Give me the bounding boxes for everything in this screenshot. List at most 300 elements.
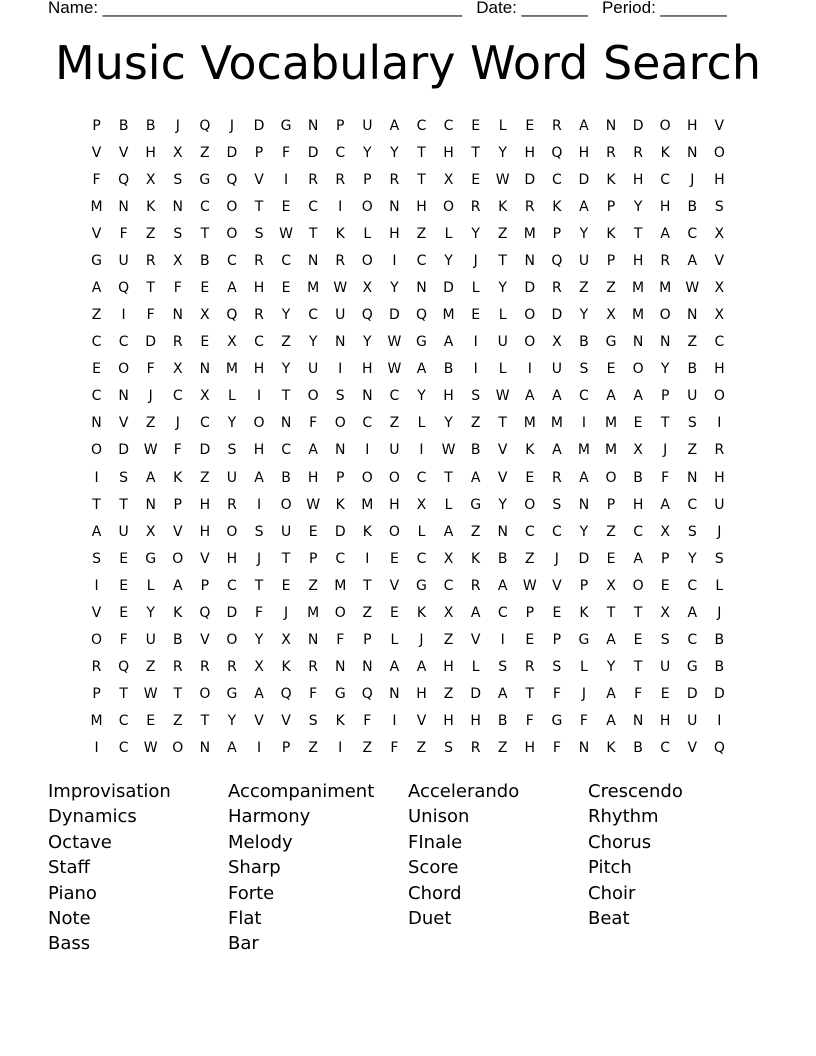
grid-letter: I <box>121 307 126 324</box>
grid-letter: T <box>363 577 372 594</box>
grid-letter: A <box>389 117 400 134</box>
grid-letter: L <box>580 659 588 676</box>
grid-letter: A <box>308 442 318 459</box>
grid-letter: T <box>471 144 480 161</box>
grid-letter: C <box>579 388 589 405</box>
grid-letter: I <box>94 469 99 486</box>
grid-letter: A <box>552 388 562 405</box>
grid-letter: K <box>606 171 616 188</box>
grid-letter: Z <box>606 280 616 296</box>
grid-letter: Y <box>363 144 372 161</box>
grid-letter: Q <box>280 686 292 703</box>
grid-letter: G <box>605 334 617 351</box>
grid-letter: C <box>416 550 427 567</box>
grid-row <box>83 274 733 301</box>
grid-letter: F <box>146 361 155 378</box>
grid-letter: A <box>470 604 481 621</box>
grid-letter: N <box>687 307 698 324</box>
grid-letter: S <box>687 523 697 540</box>
grid-letter: J <box>148 388 153 405</box>
grid-letter: A <box>579 469 589 486</box>
grid-letter: Y <box>606 659 616 676</box>
grid-letter: X <box>200 307 210 324</box>
grid-letter: V <box>118 144 129 161</box>
grid-letter: N <box>605 117 617 134</box>
grid-letter: C <box>172 388 183 405</box>
grid-letter: H <box>253 280 265 296</box>
grid-letter: C <box>335 550 346 567</box>
grid-letter: A <box>525 388 535 405</box>
grid-letter: I <box>419 442 424 459</box>
grid-letter: E <box>281 198 291 215</box>
grid-letter: Q <box>226 307 238 324</box>
grid-letter: P <box>552 225 562 242</box>
grid-letter: Z <box>443 686 454 703</box>
word-bank-item: Rhythm <box>588 806 659 828</box>
grid-letter: E <box>389 604 399 621</box>
grid-letter: Y <box>390 144 399 161</box>
grid-letter: O <box>361 198 373 215</box>
grid-letter: C <box>660 171 671 188</box>
grid-letter: C <box>335 144 346 161</box>
grid-letter: C <box>551 171 562 188</box>
grid-letter: I <box>365 550 370 567</box>
grid-letter: N <box>362 388 373 405</box>
grid-letter: Q <box>226 171 238 188</box>
grid-letter: F <box>146 307 155 324</box>
grid-letter: Z <box>416 225 427 242</box>
word-bank-item: Duet <box>408 908 452 930</box>
grid-letter: I <box>473 334 478 351</box>
grid-letter: F <box>119 225 128 242</box>
grid-letter: X <box>714 280 725 296</box>
word-bank-item: Beat <box>588 908 630 930</box>
grid-letter: Z <box>497 225 508 242</box>
grid-letter: T <box>200 713 210 730</box>
grid-letter: K <box>498 198 508 215</box>
grid-letter: U <box>497 334 508 351</box>
word-bank-item: Staff <box>48 857 90 879</box>
grid-letter: X <box>145 171 156 188</box>
grid-letter: G <box>145 550 157 567</box>
grid-letter: E <box>525 632 535 649</box>
grid-letter: L <box>471 659 480 676</box>
grid-letter: F <box>634 686 643 703</box>
grid-letter: R <box>254 307 264 324</box>
grid-letter: D <box>307 144 319 161</box>
grid-letter: V <box>254 713 264 730</box>
grid-letter: H <box>199 523 211 540</box>
grid-letter: B <box>687 361 698 378</box>
grid-letter: O <box>91 442 103 459</box>
grid-row <box>83 708 733 735</box>
grid-row <box>83 329 733 356</box>
grid-letter: H <box>714 469 725 486</box>
grid-letter: A <box>660 225 670 242</box>
grid-letter: G <box>416 577 427 594</box>
grid-letter: J <box>419 632 424 649</box>
grid-row <box>83 491 733 518</box>
grid-letter: T <box>633 225 643 242</box>
word-bank-column <box>408 779 588 957</box>
grid-letter: X <box>714 307 725 324</box>
grid-letter: E <box>281 280 291 296</box>
grid-letter: V <box>172 523 183 540</box>
grid-letter: V <box>91 144 102 161</box>
grid-letter: D <box>334 523 346 540</box>
grid-letter: L <box>498 307 507 324</box>
grid-letter: D <box>686 686 698 703</box>
grid-letter: E <box>389 550 399 567</box>
grid-letter: N <box>389 198 400 215</box>
grid-letter: R <box>254 252 264 269</box>
grid-letter: E <box>660 577 670 594</box>
grid-letter: T <box>119 686 128 703</box>
grid-letter: D <box>578 550 590 567</box>
grid-letter: G <box>280 117 292 134</box>
grid-letter: B <box>497 550 508 567</box>
grid-letter: A <box>443 334 454 351</box>
grid-letter: C <box>497 604 508 621</box>
grid-letter: L <box>390 632 399 649</box>
grid-letter: V <box>281 713 291 730</box>
grid-letter: D <box>632 117 644 134</box>
grid-letter: B <box>687 198 698 215</box>
grid-letter: J <box>581 686 587 703</box>
word-bank-item: Melody <box>228 831 293 853</box>
grid-letter: B <box>200 252 210 269</box>
grid-letter: U <box>578 252 590 269</box>
grid-letter: T <box>633 659 643 676</box>
grid-letter: T <box>633 604 643 621</box>
grid-letter: R <box>308 171 319 188</box>
word-bank-item: Score <box>408 857 459 879</box>
grid-letter: S <box>92 550 101 567</box>
grid-letter: Y <box>579 307 589 324</box>
word-bank-item: Dynamics <box>48 806 137 828</box>
grid-row <box>83 654 733 681</box>
grid-letter: T <box>119 496 128 513</box>
grid-letter: Z <box>579 280 589 296</box>
grid-letter: C <box>687 632 698 649</box>
grid-letter: A <box>389 659 400 676</box>
grid-letter: I <box>256 496 262 513</box>
grid-letter: L <box>715 577 724 594</box>
grid-row <box>83 302 733 329</box>
word-bank-item: Harmony <box>228 806 311 828</box>
grid-letter: P <box>200 577 210 594</box>
grid-letter: F <box>579 713 588 730</box>
grid-letter: O <box>280 496 292 513</box>
grid-row <box>83 193 733 220</box>
grid-letter: K <box>416 604 427 621</box>
grid-letter: L <box>228 388 236 405</box>
grid-letter: N <box>199 740 211 757</box>
grid-letter: H <box>416 686 427 703</box>
grid-letter: N <box>118 198 129 215</box>
grid-letter: T <box>281 388 291 405</box>
grid-letter: Y <box>471 225 480 242</box>
grid-letter: J <box>175 117 180 134</box>
grid-letter: T <box>498 252 507 269</box>
grid-letter: O <box>713 144 725 161</box>
grid-letter: J <box>256 550 262 567</box>
grid-letter: A <box>633 388 643 405</box>
grid-letter: A <box>552 442 562 459</box>
word-bank-column <box>228 779 408 957</box>
grid-letter: T <box>254 198 264 215</box>
grid-letter: N <box>118 388 129 405</box>
grid-letter: D <box>253 117 265 134</box>
grid-letter: P <box>660 550 670 567</box>
grid-letter: S <box>119 469 129 486</box>
grid-letter: W <box>333 280 348 296</box>
grid-letter: M <box>442 307 455 324</box>
grid-letter: R <box>524 659 535 676</box>
grid-letter: M <box>550 415 563 432</box>
grid-letter: V <box>552 577 562 594</box>
grid-letter: V <box>200 632 210 649</box>
grid-letter: C <box>227 252 237 269</box>
grid-row <box>83 112 733 139</box>
grid-letter: F <box>254 604 264 621</box>
grid-letter: U <box>551 361 562 378</box>
grid-letter: R <box>524 198 535 215</box>
grid-letter: E <box>633 632 643 649</box>
grid-letter: O <box>388 469 400 486</box>
grid-letter: X <box>227 334 237 351</box>
grid-letter: P <box>579 577 589 594</box>
grid-letter: K <box>362 523 372 540</box>
grid-letter: I <box>365 442 370 459</box>
grid-letter: O <box>307 388 319 405</box>
grid-letter: B <box>145 117 156 134</box>
grid-letter: O <box>334 604 346 621</box>
grid-letter: R <box>633 144 643 161</box>
grid-letter: R <box>470 198 481 215</box>
grid-letter: I <box>717 415 722 432</box>
grid-letter: P <box>606 198 616 215</box>
grid-letter: R <box>470 740 481 757</box>
grid-letter: S <box>471 388 481 405</box>
grid-letter: A <box>606 713 616 730</box>
grid-letter: S <box>552 659 562 676</box>
grid-letter: C <box>416 252 427 269</box>
grid-letter: H <box>253 442 265 459</box>
grid-letter: U <box>687 713 698 730</box>
grid-letter: P <box>606 496 616 513</box>
grid-letter: H <box>199 496 211 513</box>
grid-letter: I <box>392 252 397 269</box>
grid-letter: T <box>498 415 507 432</box>
grid-letter: N <box>687 144 698 161</box>
grid-letter: D <box>713 686 725 703</box>
grid-letter: Q <box>118 171 130 188</box>
grid-letter: Q <box>415 307 427 324</box>
grid-letter: B <box>497 713 508 730</box>
grid-letter: Z <box>470 415 481 432</box>
grid-letter: E <box>308 523 318 540</box>
grid-letter: F <box>390 740 399 757</box>
grid-letter: V <box>470 632 481 649</box>
grid-letter: E <box>633 415 643 432</box>
grid-letter: K <box>606 740 616 757</box>
grid-letter: B <box>443 361 454 378</box>
word-bank-item: Bar <box>228 933 259 955</box>
grid-letter: M <box>307 280 320 296</box>
grid-letter: I <box>94 577 99 594</box>
grid-letter: C <box>199 415 210 432</box>
grid-letter: P <box>606 252 616 269</box>
grid-letter: H <box>686 117 698 134</box>
grid-letter: H <box>389 225 400 242</box>
grid-letter: A <box>606 686 616 703</box>
grid-row <box>83 220 733 247</box>
grid-letter: O <box>632 361 644 378</box>
grid-letter: J <box>690 171 695 188</box>
grid-letter: V <box>497 442 508 459</box>
grid-letter: F <box>309 415 318 432</box>
grid-letter: M <box>659 280 672 296</box>
grid-letter: V <box>416 713 427 730</box>
grid-letter: W <box>387 334 402 351</box>
grid-letter: E <box>525 117 535 134</box>
grid-letter: Y <box>579 523 589 540</box>
grid-letter: Z <box>362 604 373 621</box>
grid-letter: K <box>660 144 670 161</box>
grid-letter: V <box>687 740 698 757</box>
grid-letter: X <box>145 523 156 540</box>
grid-letter: Z <box>389 415 400 432</box>
grid-letter: N <box>307 632 319 649</box>
grid-letter: Z <box>470 523 481 540</box>
word-bank-column <box>588 779 768 957</box>
grid-letter: D <box>199 442 211 459</box>
grid-letter: Z <box>281 334 291 351</box>
grid-letter: O <box>226 632 238 649</box>
grid-letter: N <box>172 307 184 324</box>
grid-letter: D <box>389 307 400 324</box>
grid-letter: I <box>338 361 343 378</box>
grid-row <box>83 681 733 708</box>
grid-letter: D <box>145 334 157 351</box>
grid-letter: S <box>173 171 183 188</box>
grid-row <box>83 247 733 274</box>
grid-letter: M <box>604 442 618 459</box>
grid-letter: G <box>470 496 482 513</box>
word-bank-column <box>48 779 228 957</box>
grid-letter: T <box>444 469 453 486</box>
grid-letter: S <box>687 415 697 432</box>
word-bank-item: Pitch <box>588 857 632 879</box>
grid-letter: S <box>254 523 264 540</box>
grid-row <box>83 464 733 491</box>
grid-letter: C <box>118 740 129 757</box>
grid-letter: B <box>714 659 725 676</box>
grid-letter: R <box>335 171 346 188</box>
grid-letter: O <box>605 469 617 486</box>
grid-letter: M <box>225 361 238 378</box>
grid-letter: A <box>91 280 102 296</box>
grid-letter: J <box>717 604 722 621</box>
grid-letter: H <box>416 198 427 215</box>
grid-letter: N <box>578 496 590 513</box>
grid-letter: P <box>552 632 562 649</box>
grid-letter: H <box>714 171 725 188</box>
grid-letter: C <box>281 442 291 459</box>
grid-letter: P <box>336 469 345 486</box>
grid-letter: Y <box>498 280 507 296</box>
grid-letter: U <box>118 523 129 540</box>
grid-letter: Y <box>390 280 399 296</box>
grid-letter: C <box>91 388 102 405</box>
grid-letter: G <box>686 659 698 676</box>
grid-letter: E <box>119 550 129 567</box>
grid-letter: C <box>416 117 427 134</box>
grid-letter: H <box>632 496 644 513</box>
grid-letter: N <box>578 740 590 757</box>
grid-letter: C <box>633 523 643 540</box>
grid-letter: E <box>660 686 670 703</box>
grid-letter: L <box>417 523 426 540</box>
grid-letter: T <box>146 280 155 296</box>
grid-letter: Y <box>579 225 589 242</box>
grid-letter: N <box>91 415 102 432</box>
grid-letter: R <box>606 144 616 161</box>
grid-letter: U <box>335 307 346 324</box>
grid-letter: T <box>606 604 616 621</box>
grid-letter: A <box>606 388 616 405</box>
grid-letter: L <box>417 415 426 432</box>
word-bank-item: Crescendo <box>588 781 683 802</box>
grid-letter: M <box>361 496 374 513</box>
grid-letter: L <box>363 225 372 242</box>
word-bank-item: Flat <box>228 908 262 930</box>
grid-letter: E <box>92 361 101 378</box>
grid-letter: K <box>606 225 616 242</box>
grid-letter: K <box>579 604 589 621</box>
grid-letter: S <box>173 225 183 242</box>
grid-letter: Z <box>200 144 210 161</box>
grid-letter: O <box>334 415 346 432</box>
grid-letter: X <box>714 225 725 242</box>
grid-letter: M <box>334 577 347 594</box>
grid-letter: S <box>579 361 589 378</box>
grid-letter: H <box>632 252 644 269</box>
grid-letter: A <box>416 659 427 676</box>
grid-letter: P <box>281 740 291 757</box>
grid-letter: Y <box>254 632 264 649</box>
grid-letter: K <box>173 469 183 486</box>
grid-letter: F <box>552 740 561 757</box>
grid-letter: G <box>416 334 427 351</box>
grid-letter: Z <box>308 740 318 757</box>
grid-letter: G <box>334 686 346 703</box>
grid-letter: U <box>389 442 400 459</box>
grid-letter: F <box>309 686 318 703</box>
grid-letter: C <box>362 415 373 432</box>
grid-letter: A <box>227 280 237 296</box>
grid-letter: S <box>552 496 562 513</box>
grid-letter: R <box>172 334 183 351</box>
grid-letter: Y <box>498 144 507 161</box>
grid-letter: Q <box>551 144 563 161</box>
grid-letter: M <box>307 604 320 621</box>
grid-letter: F <box>173 280 182 296</box>
grid-row <box>83 599 733 626</box>
grid-letter: W <box>143 442 158 459</box>
grid-letter: Y <box>308 334 318 351</box>
